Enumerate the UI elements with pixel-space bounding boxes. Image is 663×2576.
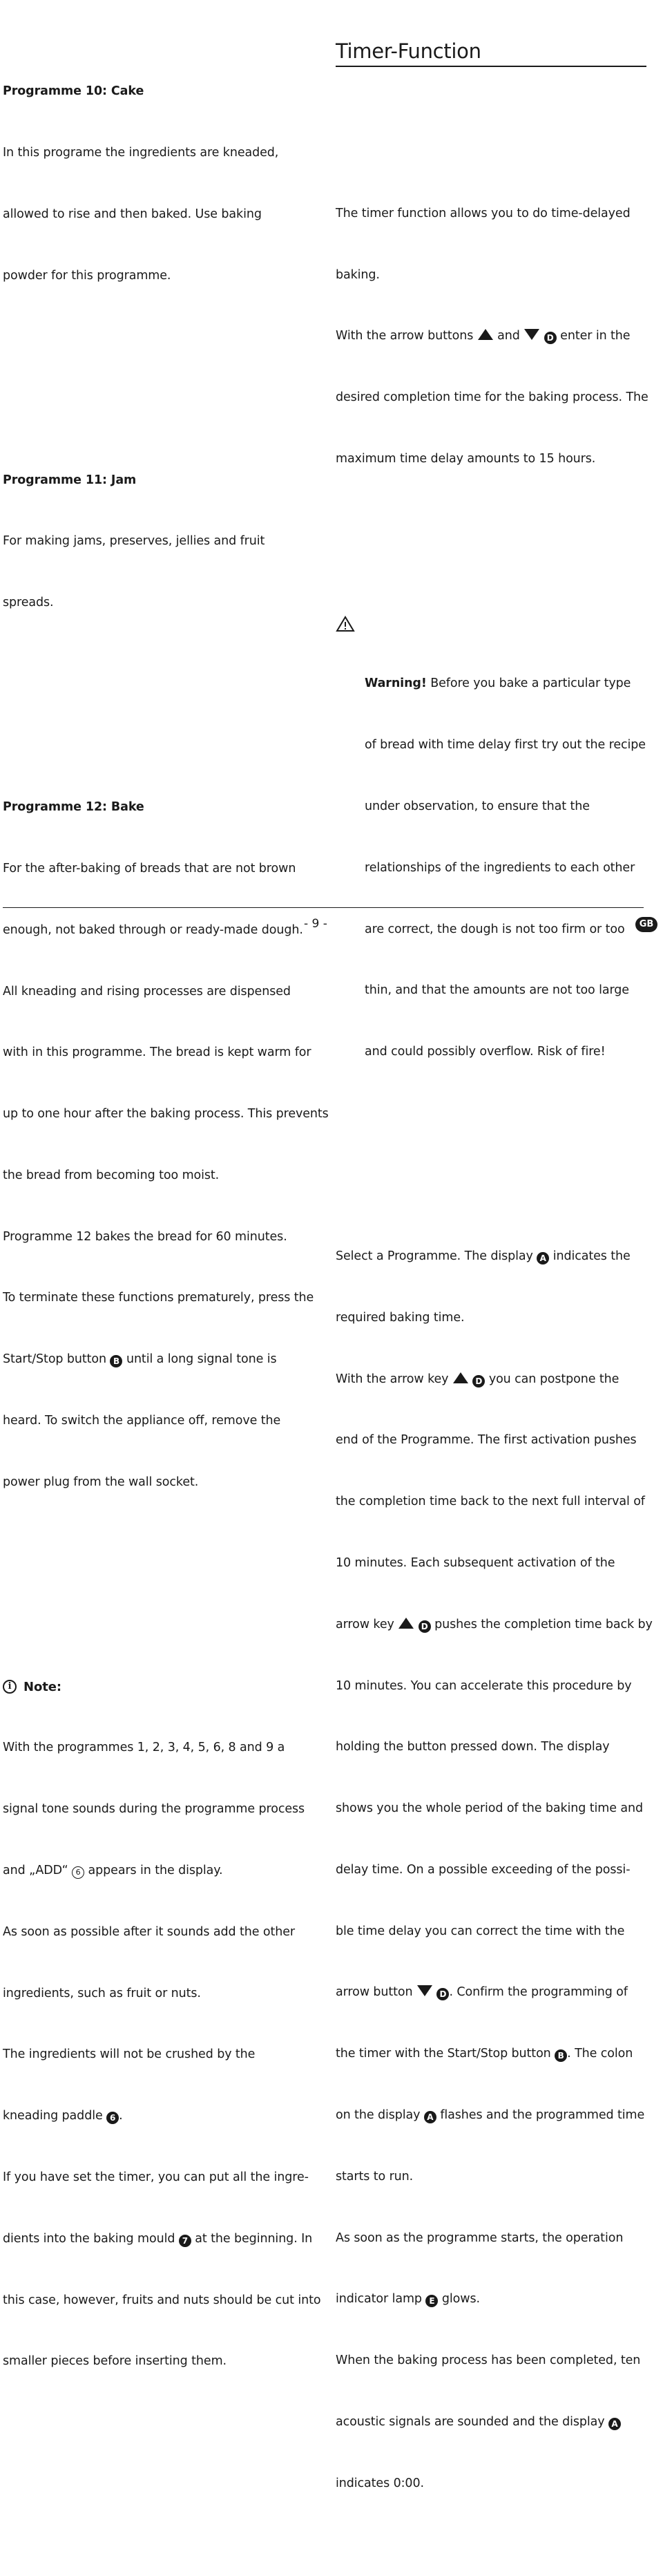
footer-divider [3, 907, 644, 908]
timer-function-heading: Timer-Function [336, 39, 646, 67]
arrow-down-icon [416, 1985, 433, 1997]
paragraph-line: the timer with the Start/Stop button B . The colon [336, 2047, 633, 2061]
paragraph-line: holding the button pressed down. The display [336, 1740, 610, 1754]
ref-d-badge: D [436, 1988, 449, 2000]
paragraph-line: and „ADD“ 6 appears in the display. [3, 1864, 223, 1878]
note-title: Note: [23, 1679, 61, 1694]
paragraph-line: When the baking process has been completed, ten [336, 2354, 641, 2368]
ref-a-badge: A [608, 2418, 621, 2430]
ref-a-badge: A [537, 1252, 549, 1265]
ref-a-badge: A [424, 2111, 436, 2123]
paragraph-line: relationships of the ingredients to each other [365, 860, 635, 875]
warning-block [336, 613, 646, 1104]
ref-d-badge: D [472, 1375, 485, 1388]
paragraph-line: dients into the baking mould 7 at the beginning. In [3, 2231, 313, 2246]
paragraph-line: The ingredients will not be crushed by the [3, 2047, 256, 2062]
paragraph-line: As soon as possible after it sounds add the other [3, 1924, 296, 1939]
warning-icon [336, 616, 355, 632]
paragraph-line: desired completion time for the baking process. The [336, 390, 648, 405]
paragraph-line: In this programe the ingredients are kneaded, [3, 146, 279, 160]
paragraph-line: this case, however, fruits and nuts should be cut into [3, 2293, 321, 2307]
page-number: - 9 - [304, 917, 327, 931]
paragraph-line: The timer function allows you to do time-delayed [336, 206, 631, 220]
paragraph-line: For the after-baking of breads that are not brown [3, 861, 296, 875]
paragraph-line: arrow button D . Confirm the programming of [336, 1985, 628, 2000]
paragraph-line: To terminate these functions prematurely, press the [3, 1291, 314, 1305]
programme-12-title: Programme 12: Bake [3, 800, 144, 815]
paragraph-line: Warning! Before you bake a particular type [365, 676, 631, 691]
arrow-up-icon [452, 1372, 469, 1384]
paragraph-line: on the display A flashes and the programmed time [336, 2108, 645, 2122]
paragraph-line: ble time delay you can correct the time with the [336, 1924, 625, 1938]
paragraph-line: the bread from becoming too moist. [3, 1168, 220, 1182]
paragraph-line: starts to run. [336, 2169, 414, 2184]
ref-6-badge: 6 [106, 2112, 119, 2124]
paragraph-line: smaller pieces before inserting them. [3, 2354, 227, 2369]
paragraph-line: shows you the whole period of the baking time and [336, 1801, 643, 1816]
paragraph-line: If you have set the timer, you can put all the ingre- [3, 2170, 309, 2184]
paragraph-line: Programme 12 bakes the bread for 60 minutes. [3, 1229, 287, 1244]
ref-b-badge: B [110, 1355, 122, 1367]
paragraph-line: and could possibly overflow. Risk of fire! [365, 1045, 606, 1059]
paragraph-line: spreads. [3, 596, 54, 610]
paragraph-line: As soon as the programme starts, the operation [336, 2231, 624, 2245]
paragraph-line: under observation, to ensure that the [365, 799, 590, 813]
paragraph-line: indicates 0:00. [336, 2476, 424, 2490]
ref-d-badge: D [544, 332, 557, 344]
paragraph-line: signal tone sounds during the programme process [3, 1802, 305, 1817]
language-badge: GB [635, 917, 657, 932]
paragraph-line: end of the Programme. The first activation pushes [336, 1433, 637, 1448]
paragraph-line: power plug from the wall socket. [3, 1475, 199, 1489]
timer-instructions [336, 1206, 653, 2535]
paragraph-line: required baking time. [336, 1310, 465, 1325]
arrow-down-icon [523, 328, 540, 341]
paragraph-line: With the arrow buttons and D enter in the [336, 329, 631, 343]
paragraph-line: All kneading and rising processes are dispensed [3, 984, 291, 998]
note-section [3, 1636, 321, 2414]
paragraph-line: Select a Programme. The display A indicates the [336, 1249, 631, 1264]
paragraph-line: baking. [336, 267, 380, 282]
paragraph-line: For making jams, preserves, jellies and fruit [3, 534, 265, 549]
paragraph-line: indicator lamp E glows. [336, 2292, 480, 2307]
programme-11-section [3, 429, 314, 654]
paragraph-line: Start/Stop button B until a long signal tone is [3, 1352, 277, 1367]
paragraph-line: 10 minutes. Each subsequent activation of the [336, 1555, 615, 1570]
paragraph-line: ingredients, such as fruit or nuts. [3, 1986, 201, 2000]
programme-10-title: Programme 10: Cake [3, 84, 144, 99]
paragraph-line: the completion time back to the next full interval of [336, 1495, 645, 1509]
paragraph-line: enough, not baked through or ready-made dough. [3, 922, 303, 937]
paragraph-line: heard. To switch the appliance off, remove the [3, 1413, 281, 1428]
paragraph-line: With the programmes 1, 2, 3, 4, 5, 6, 8 and 9 a [3, 1741, 285, 1755]
paragraph-line: arrow key D pushes the completion time back by [336, 1617, 653, 1631]
ref-e-badge: E [425, 2295, 438, 2307]
paragraph-line: 10 minutes. You can accelerate this procedure by [336, 1678, 632, 1693]
paragraph-line: kneading paddle 6 . [3, 2109, 123, 2123]
programme-10-section [3, 41, 314, 327]
left-column [3, 0, 329, 2454]
arrow-up-icon [398, 1617, 414, 1629]
timer-intro [336, 163, 646, 511]
paragraph-line: of bread with time delay first try out the recipe [365, 738, 646, 752]
ref-6-outline-badge: 6 [72, 1866, 84, 1879]
warning-label: Warning! [365, 676, 427, 691]
paragraph-line: thin, and that the amounts are not too large [365, 983, 629, 998]
ref-b-badge: B [555, 2049, 567, 2062]
paragraph-line: powder for this programme. [3, 268, 171, 283]
paragraph-line: with in this programme. The bread is kept warm for [3, 1045, 311, 1060]
arrow-up-icon [477, 328, 494, 341]
programme-12-section [3, 757, 329, 1534]
paragraph-line: maximum time delay amounts to 15 hours. [336, 451, 596, 466]
info-icon: i [3, 1680, 17, 1694]
ref-d-badge: D [419, 1620, 431, 1633]
paragraph-line: acoustic signals are sounded and the display A [336, 2412, 646, 2433]
right-column [336, 0, 653, 2576]
paragraph-line: are correct, the dough is not too firm or too [365, 922, 625, 936]
programme-11-title: Programme 11: Jam [3, 473, 137, 487]
ref-7-badge: 7 [179, 2235, 191, 2247]
paragraph-line: delay time. On a possible exceeding of the possi- [336, 1862, 631, 1877]
note-header [3, 1677, 314, 1698]
paragraph-line: up to one hour after the baking process. This prevents [3, 1107, 329, 1121]
paragraph-line: With the arrow key D you can postpone the [336, 1372, 619, 1386]
paragraph-line: allowed to rise and then baked. Use baking [3, 207, 262, 221]
